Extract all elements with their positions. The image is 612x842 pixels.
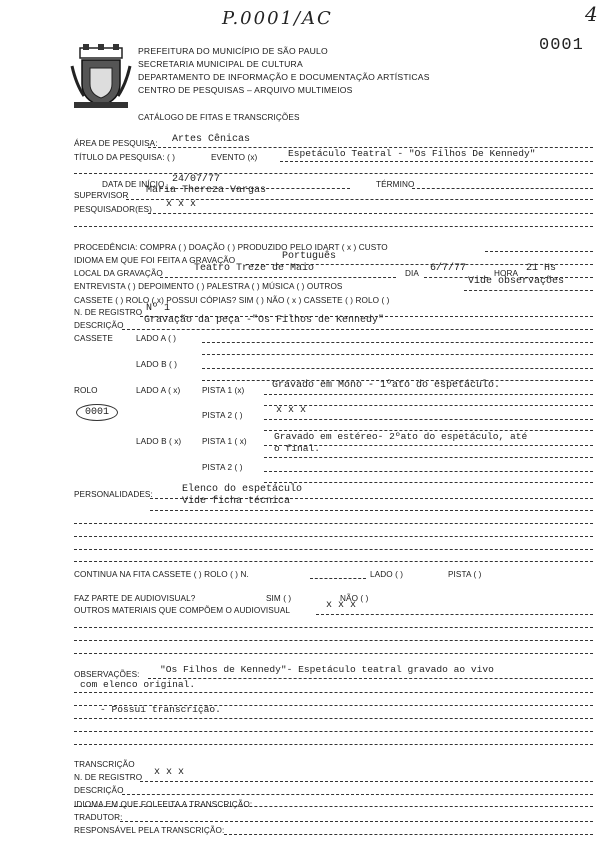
evento-value: Espetáculo Teatral - "Os Filhos De Kennedy" [288, 148, 536, 159]
observacoes-line-2: com elenco original. [80, 679, 196, 690]
continua-pista: PISTA ( ) [448, 570, 482, 579]
data-inicio-value: 24/07/77 [172, 174, 221, 185]
rolo-circle-number: 0001 [76, 404, 118, 421]
outros-materiais-label: OUTROS MATERIAIS QUE COMPÕEM O AUDIOVISUAL [74, 606, 291, 615]
descricao-label: DESCRIÇÃO [74, 321, 124, 330]
tradutor-label: TRADUTOR: [74, 813, 123, 822]
supervisor-label: SUPERVISOR [74, 191, 129, 200]
header-line-2: SECRETARIA MUNICIPAL DE CULTURA [138, 59, 303, 69]
rolo-a-pista-1-label: PISTA 1 (x) [202, 386, 245, 395]
rolo-a-pista-2-label: PISTA 2 ( ) [202, 411, 243, 420]
rolo-b-pista-1-line-1: Gravado em estéreo- 2ºato do espetáculo, até [274, 431, 528, 442]
faz-parte-label: FAZ PARTE DE AUDIOVISUAL? [74, 594, 196, 603]
rolo-b-pista-2-label: PISTA 2 ( ) [202, 463, 243, 472]
trans-idioma-label: IDIOMA EM QUE FOI FEITA A TRANSCRIÇÃO: [74, 800, 253, 809]
rolo-b-pista-1-line-2: o final. [274, 443, 321, 454]
procedencia-row: PROCEDÊNCIA: COMPRA ( ) DOAÇÃO ( ) PRODUZIDO PELO IDART ( x ) CUSTO [74, 243, 388, 252]
local-value: Teatro Treze de Maio [194, 263, 315, 274]
pesquisadores-value: x x x [166, 199, 197, 210]
registro-label: N. DE REGISTRO [74, 308, 143, 317]
trans-registro-value: x x x [154, 767, 185, 778]
cassete-label: CASSETE [74, 334, 113, 343]
responsavel-label: RESPONSÁVEL PELA TRANSCRIÇÃO: [74, 826, 225, 835]
continua-row: CONTINUA NA FITA CASSETE ( ) ROLO ( ) N. [74, 570, 249, 579]
pesquisadores-label: PESQUISADOR(ES) [74, 205, 152, 214]
faz-parte-nao: NÃO ( ) [340, 594, 369, 603]
descricao-value: Gravação da peça -"Os Filhos de Kennedy" [144, 315, 385, 326]
continua-lado: LADO ( ) [370, 570, 404, 579]
header-line-4: CENTRO DE PESQUISAS – ARQUIVO MULTIMEIOS [138, 85, 353, 95]
termino-label: TÉRMINO [376, 180, 415, 189]
cassete-lado-b: LADO B ( ) [136, 360, 178, 369]
trans-registro-label: N. DE REGISTRO [74, 773, 143, 782]
idioma-label: IDIOMA EM QUE FOI FEITA A GRAVAÇÃO [74, 256, 236, 265]
registro-value: Nº 1 [146, 303, 171, 314]
outros-materiais-value: x x x [326, 600, 357, 611]
local-label: LOCAL DA GRAVAÇÃO [74, 269, 163, 278]
observacoes-label: OBSERVAÇÕES: [74, 670, 140, 679]
observacoes-line-1: "Os Filhos de Kennedy"- Espetáculo teatral gravado ao vivo [160, 664, 494, 675]
catalog-title: CATÁLOGO DE FITAS E TRANSCRIÇÕES [138, 113, 300, 122]
dia-label: DIA [405, 269, 419, 278]
rolo-lado-b: LADO B ( x) [136, 437, 182, 446]
dia-value: 6/7/77 [430, 263, 467, 274]
rolo-lado-a: LADO A ( x) [136, 386, 181, 395]
rolo-a-pista-2-value: x x x [276, 405, 307, 416]
rolo-label: ROLO [74, 386, 98, 395]
handwritten-ref-code: P.0001/AC [222, 8, 333, 29]
handwritten-page-number: 4 [585, 2, 598, 26]
faz-parte-sim: SIM ( ) [266, 594, 292, 603]
personalidades-line-1: Elenco do espetáculo [182, 484, 303, 495]
cassete-lado-a: LADO A ( ) [136, 334, 177, 343]
transcricao-label: TRANSCRIÇÃO [74, 760, 135, 769]
personalidades-line-2: Vide ficha técnica [182, 496, 291, 507]
observacoes-line-3: - Possui transcrição. [100, 704, 221, 715]
coat-of-arms-icon [70, 44, 132, 110]
hora-value: 21 Hs [526, 263, 557, 274]
evento-label: EVENTO (x) [211, 153, 258, 162]
supervisor-value: Maria Thereza Vargas [146, 185, 267, 196]
header-line-3: DEPARTAMENTO DE INFORMAÇÃO E DOCUMENTAÇÃO ARTÍSTICAS [138, 72, 430, 82]
tipos-row: ENTREVISTA ( ) DEPOIMENTO ( ) PALESTRA ( ) MÚSICA ( ) OUTROS [74, 282, 343, 291]
rolo-b-pista-1-label: PISTA 1 ( x) [202, 437, 247, 446]
area-value: Artes Cênicas [172, 134, 251, 145]
copias-row: CASSETE ( ) ROLO ( x) POSSUI CÓPIAS? SIM ( ) NÃO ( x ) CASSETE ( ) ROLO ( ) [74, 296, 390, 305]
trans-descricao-label: DESCRIÇÃO [74, 786, 124, 795]
personalidades-label: PERSONALIDADES: [74, 490, 153, 499]
outros-value: Vide observações [468, 276, 565, 287]
idioma-value: Português [282, 251, 337, 262]
handwritten-tape-number: 0001 [539, 36, 584, 55]
area-label: ÁREA DE PESQUISA: [74, 139, 158, 148]
rolo-a-pista-1-value: Gravado em Mono - 1ºato do espetáculo. [272, 380, 501, 391]
hora-label: HORA [494, 269, 519, 278]
titulo-label: TÍTULO DA PESQUISA: ( ) [74, 153, 176, 162]
data-inicio-label: DATA DE INÍCIO [102, 180, 165, 189]
header-line-1: PREFEITURA DO MUNICÍPIO DE SÃO PAULO [138, 46, 328, 56]
